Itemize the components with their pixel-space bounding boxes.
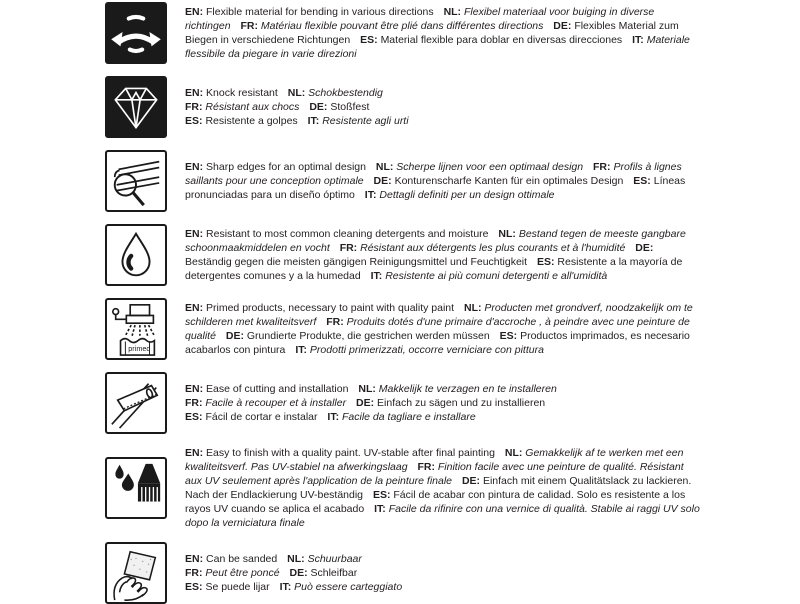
lang-label: EN: (185, 161, 204, 173)
lang-text: Facile à recouper et à installer (205, 397, 347, 409)
lang-text: Produits dotés d'une primaire d'accroche , à peindre avec une peinture de qualité (185, 316, 690, 342)
feature-row-knock-resistant (105, 76, 800, 138)
lang-label: NL: (358, 383, 376, 395)
lang-text: Producten met grondverf, noodzakelijk om te schilderen met kwaliteitsverf (185, 302, 693, 328)
lang-segment (360, 34, 622, 46)
lang-label: DE: (225, 330, 244, 342)
lang-label: NL: (498, 228, 516, 240)
lang-text: Può essere carteggiato (294, 581, 403, 593)
lang-label: FR: (417, 461, 435, 473)
lang-text: Productos imprimados, es necesario acabarlos con pintura (185, 330, 690, 356)
lang-label: EN: (185, 383, 204, 395)
lang-text: Se puede lijar (205, 581, 270, 593)
lang-text: Gemakkelijk af te werken met een kwaliteitsverf. Pas UV-stabiel na afwerkingslaag (185, 447, 684, 473)
lang-text: Resistente a la mayoría de detergentes comunes y a la humedad (185, 256, 683, 282)
lang-label: EN: (185, 302, 204, 314)
lang-text: Facile da tagliare e installare (342, 411, 476, 423)
lang-segment (374, 175, 624, 187)
lang-segment (376, 161, 583, 173)
lang-segment (288, 87, 383, 99)
lang-label: IT: (279, 581, 292, 593)
lang-segment (226, 330, 490, 342)
primed-label: primed (128, 344, 151, 354)
lang-label: NL: (504, 447, 523, 459)
lang-label: FR: (326, 316, 344, 328)
lang-text: Einfach zu sägen und zu installieren (377, 397, 546, 409)
water-drop-icon (105, 224, 167, 286)
lang-label: EN: (185, 87, 204, 99)
lang-text: Schokbestendig (308, 87, 383, 99)
lang-text: Einfach mit einem Qualitätslack zu lackieren. Nach der Endlackierung UV-beständig (185, 475, 692, 501)
lang-text: Résistant aux chocs (205, 101, 300, 113)
lang-text: Schuurbaar (307, 553, 362, 565)
lang-segment (185, 115, 298, 127)
feature-row-uv-finish (105, 446, 800, 530)
lang-label: IT: (364, 189, 377, 201)
lang-segment (185, 397, 346, 409)
lang-text: Líneas pronunciadas para un diseño óptimo (185, 175, 686, 201)
feature-text (185, 552, 701, 594)
lang-label: IT: (632, 34, 644, 46)
lang-segment (327, 411, 475, 423)
primer-spray-icon (105, 298, 167, 360)
feature-text (185, 227, 701, 283)
lang-segment (287, 553, 362, 565)
lang-label: NL: (287, 553, 305, 565)
lang-text: Materiale flessibile da piegare in varie direzioni (185, 34, 690, 60)
sanding-hand-icon (105, 542, 167, 604)
lang-label: ES: (372, 489, 391, 501)
lang-label: NL: (287, 87, 306, 99)
lang-text: Facile da rifinire con una vernice di qualità. Stabile ai raggi UV solo dopo la verniciatura finale (185, 503, 700, 529)
lang-segment (185, 302, 454, 314)
lang-label: NL: (375, 161, 394, 173)
paint-brush-drops-icon (105, 457, 167, 519)
lang-segment (185, 87, 278, 99)
lang-segment (295, 344, 544, 356)
lang-label: ES: (360, 34, 378, 46)
lang-label: DE: (309, 101, 328, 113)
lang-text: Flexibles Material zum Biegen in verschiedene Richtungen (185, 20, 679, 46)
lang-segment (185, 228, 489, 240)
lang-label: IT: (374, 503, 386, 515)
lang-label: EN: (185, 553, 204, 565)
lang-label: ES: (185, 411, 203, 423)
lang-label: FR: (185, 101, 203, 113)
lang-label: NL: (443, 6, 462, 18)
bend-arrows-icon (105, 2, 167, 64)
lang-label: IT: (370, 270, 383, 282)
feature-text (185, 446, 701, 530)
lang-text: Easy to finish with a quality paint. UV-stable after final painting (206, 447, 495, 459)
lang-segment (240, 20, 543, 32)
lang-segment (371, 270, 608, 282)
lang-segment (185, 553, 277, 565)
feature-row-sharp-edges (105, 150, 800, 212)
lang-text: Knock resistant (206, 87, 278, 99)
lang-segment (185, 567, 280, 579)
lang-text: Finition facile avec une peinture de qualité. Résistant aux UV seulement après l'application de la peinture finale (185, 461, 684, 487)
lang-label: ES: (536, 256, 555, 268)
lang-label: IT: (295, 344, 307, 356)
lang-segment (289, 567, 357, 579)
lang-text: Resistente agli urti (322, 115, 409, 127)
lang-label: EN: (185, 6, 204, 18)
lang-label: DE: (635, 242, 654, 254)
magnifier-edge-icon (105, 150, 167, 212)
lang-text: Bestand tegen de meeste gangbare schoonmaakmiddelen en vocht (185, 228, 686, 254)
feature-row-flexible (105, 2, 800, 64)
lang-text: Matériau flexible pouvant être plié dans différentes directions (260, 20, 544, 32)
lang-text: Resistente ai più comuni detergenti e all'umidità (385, 270, 608, 282)
lang-text: Dettagli definiti per un design ottimale (379, 189, 555, 201)
lang-label: DE: (289, 567, 308, 579)
lang-text: Schleifbar (310, 567, 358, 579)
lang-label: FR: (593, 161, 611, 173)
lang-segment (185, 447, 495, 459)
lang-segment (280, 581, 403, 593)
lang-segment (309, 101, 369, 113)
lang-label: ES: (185, 581, 203, 593)
lang-text: Grundierte Produkte, die gestrichen werden müssen (246, 330, 490, 342)
lang-text: Peut être poncé (205, 567, 280, 579)
lang-text: Konturenscharfe Kanten für ein optimales Design (394, 175, 624, 187)
lang-text: Sharp edges for an optimal design (206, 161, 366, 173)
lang-label: FR: (185, 567, 203, 579)
feature-row-moisture (105, 224, 800, 286)
feature-text (185, 382, 701, 424)
lang-text: Resistant to most common cleaning detergents and moisture (206, 228, 489, 240)
lang-label: EN: (185, 228, 204, 240)
lang-label: IT: (307, 115, 320, 127)
diamond-icon (105, 76, 167, 138)
feature-text (185, 160, 701, 202)
lang-segment (340, 242, 626, 254)
lang-segment (356, 397, 545, 409)
lang-label: ES: (185, 115, 203, 127)
lang-label: FR: (240, 20, 258, 32)
lang-text: Stoßfest (330, 101, 370, 113)
lang-label: FR: (339, 242, 358, 254)
lang-text: Beständig gegen die meisten gängigen Reinigungsmittel und Feuchtigkeit (185, 256, 528, 268)
lang-segment (308, 115, 409, 127)
lang-segment (185, 6, 434, 18)
lang-segment (185, 101, 299, 113)
lang-label: FR: (185, 397, 203, 409)
lang-text: Profils à lignes saillants pour une conception optimale (185, 161, 682, 187)
feature-row-cutting (105, 372, 800, 434)
lang-text: Prodotti primerizzati, occorre verniciare con pittura (309, 344, 544, 356)
lang-text: Flexibel materiaal voor buiging in diverse richtingen (185, 6, 655, 32)
lang-segment (358, 383, 556, 395)
lang-text: Can be sanded (206, 553, 278, 565)
lang-text: Scherpe lijnen voor een optimaal design (396, 161, 584, 173)
lang-text: Fácil de cortar e instalar (205, 411, 318, 423)
lang-label: DE: (461, 475, 481, 487)
lang-segment (365, 189, 555, 201)
feature-row-sanding (105, 542, 800, 604)
feature-row-primed (105, 298, 800, 360)
lang-text: Flexible material for bending in various directions (206, 6, 434, 18)
lang-text: Resistente a golpes (205, 115, 298, 127)
lang-text: Makkelijk te verzagen en te installeren (378, 383, 557, 395)
lang-segment (185, 581, 270, 593)
saw-cutting-icon (105, 372, 167, 434)
lang-text: Primed products, necessary to paint with quality paint (206, 302, 455, 314)
lang-text: Fácil de acabar con pintura de calidad. Solo es resistente a los rayos UV cuando se aplica el acabado (185, 489, 686, 515)
feature-text (185, 5, 701, 61)
feature-text (185, 86, 701, 128)
lang-label: ES: (633, 175, 651, 187)
lang-segment (185, 411, 317, 423)
lang-label: IT: (327, 411, 340, 423)
lang-label: NL: (463, 302, 482, 314)
lang-text: Ease of cutting and installation (206, 383, 349, 395)
lang-label: DE: (373, 175, 392, 187)
lang-segment (185, 161, 366, 173)
lang-label: ES: (499, 330, 518, 342)
lang-segment (185, 383, 348, 395)
lang-label: EN: (185, 447, 204, 459)
feature-text (185, 301, 701, 357)
lang-text: Material flexible para doblar en diversas direcciones (380, 34, 623, 46)
lang-label: DE: (553, 20, 572, 32)
lang-label: DE: (356, 397, 375, 409)
lang-text: Résistant aux détergents les plus courants et à l'humidité (360, 242, 626, 254)
